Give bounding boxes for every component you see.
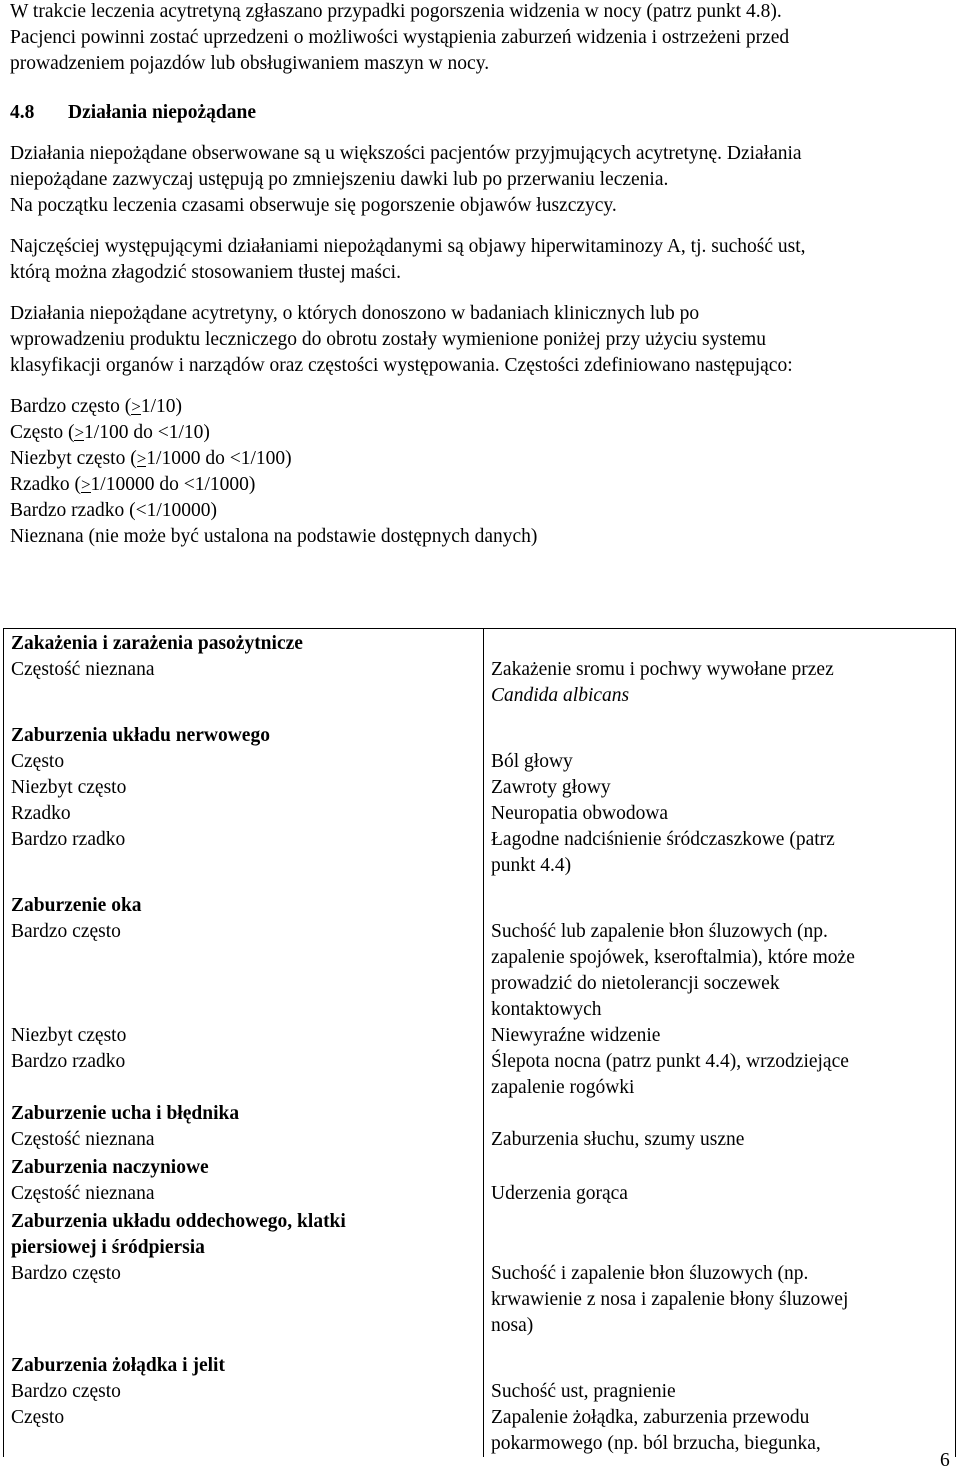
- effect-text: Suchość i zapalenie błon śluzowych (np.: [491, 1263, 809, 1284]
- table-cell-effects: [484, 1339, 956, 1457]
- system-organ-class: Zaburzenia układu oddechowego, klatki: [11, 1211, 346, 1232]
- effect-text: Candida albicans: [491, 685, 630, 706]
- text-line: którą można złagodzić stosowaniem tłustej maści.: [10, 262, 401, 283]
- greater-equal-symbol: >: [80, 475, 91, 494]
- table-row: [4, 879, 956, 1101]
- table-cell-effects: [484, 1153, 956, 1207]
- system-organ-class: piersiowej i śródpiersia: [11, 1237, 205, 1258]
- frequency-very-rare: Bardzo rzadko (<1/10000): [10, 500, 218, 521]
- table-cell-system: [4, 629, 484, 710]
- system-organ-class: Zakażenia i zarażenia pasożytnicze: [11, 633, 303, 654]
- frequency-label: Rzadko: [11, 803, 71, 824]
- effect-text: zapalenie spojówek, kseroftalmia), które może: [491, 947, 855, 968]
- frequency-label: Częstość nieznana: [11, 1183, 155, 1204]
- effect-text: Suchość lub zapalenie błon śluzowych (np.: [491, 921, 828, 942]
- frequency-label: Bardzo często: [11, 1263, 121, 1284]
- text-line: Na początku leczenia czasami obserwuje się pogorszenie objawów łuszczycy.: [10, 195, 617, 216]
- text-line: prowadzeniem pojazdów lub obsługiwaniem maszyn w nocy.: [10, 53, 490, 74]
- effect-text: Uderzenia gorąca: [491, 1183, 628, 1204]
- page-number: 6: [940, 1450, 950, 1471]
- frequency-uncommon: Niezbyt często (>1/1000 do <1/100): [10, 448, 292, 469]
- frequency-label: Często: [11, 1407, 65, 1428]
- text-line: klasyfikacji organów i narządów oraz częstości występowania. Częstości zdefiniowano następująco:: [10, 355, 793, 376]
- system-organ-class: Zaburzenie oka: [11, 895, 142, 916]
- table-cell-system: [4, 1153, 484, 1207]
- text-line: Pacjenci powinni zostać uprzedzeni o możliwości wystąpienia zaburzeń widzenia i ostrzeżeni przed: [10, 27, 790, 48]
- table-row: [4, 1101, 956, 1153]
- section-number: 4.8: [10, 102, 35, 123]
- spacer: [11, 945, 479, 1023]
- effect-text: Ból głowy: [491, 751, 573, 772]
- effect-text: punkt 4.4): [491, 855, 572, 876]
- text-line: wprowadzeniu produktu leczniczego do obrotu zostały wymienione poniżej przy użyciu systemu: [10, 329, 766, 350]
- table-cell-system: [4, 1207, 484, 1339]
- frequency-label: Częstość nieznana: [11, 659, 155, 680]
- table-row: [4, 1207, 956, 1339]
- frequency-rare: Rzadko (>1/10000 do <1/1000): [10, 474, 256, 495]
- effect-text: Zaburzenia słuchu, szumy uszne: [491, 1129, 745, 1150]
- table-cell-effects: [484, 629, 956, 710]
- frequency-label: Bardzo często: [11, 921, 121, 942]
- text-line: niepożądane zazwyczaj ustępują po zmniejszeniu dawki lub po przerwaniu leczenia.: [10, 169, 669, 190]
- table-row: [4, 1153, 956, 1207]
- paragraph-overview: [10, 141, 950, 219]
- frequency-label: Bardzo rzadko: [11, 1051, 126, 1072]
- effect-text: Łagodne nadciśnienie śródczaszkowe (patrz: [491, 829, 835, 850]
- frequency-label: Często: [11, 751, 65, 772]
- frequency-label: Bardzo często: [11, 1381, 121, 1402]
- greater-equal-symbol: >: [136, 449, 147, 468]
- effect-text: Suchość ust, pragnienie: [491, 1381, 676, 1402]
- table-row: [4, 709, 956, 879]
- effect-text: nosa): [491, 1315, 534, 1336]
- table-cell-effects: [484, 879, 956, 1101]
- section-heading: [10, 100, 950, 126]
- greater-equal-symbol: >: [131, 397, 141, 416]
- system-organ-class: Zaburzenia żołądka i jelit: [11, 1355, 225, 1376]
- document-page: [10, 0, 950, 550]
- effect-text: zapalenie rogówki: [491, 1077, 635, 1098]
- system-organ-class: Zaburzenia układu nerwowego: [11, 725, 270, 746]
- table-cell-system: [4, 1339, 484, 1457]
- table-cell-system: [4, 709, 484, 879]
- frequency-very-common: Bardzo często (>1/10): [10, 396, 183, 417]
- effect-text: pokarmowego (np. ból brzucha, biegunka,: [491, 1433, 821, 1454]
- frequency-definitions: [10, 394, 950, 550]
- table-cell-effects: [484, 709, 956, 879]
- effect-text: krwawienie z nosa i zapalenie błony śluzowej: [491, 1289, 849, 1310]
- table-row: [4, 1339, 956, 1457]
- effect-text: kontaktowych: [491, 999, 602, 1020]
- table-row: [4, 629, 956, 710]
- table-cell-effects: [484, 1207, 956, 1339]
- paragraph-common-effects: [10, 234, 950, 286]
- section-title: Działania niepożądane: [68, 102, 256, 123]
- table-cell-effects: [484, 1101, 956, 1153]
- table-cell-system: [4, 879, 484, 1101]
- text-line: W trakcie leczenia acytretyną zgłaszano przypadki pogorszenia widzenia w nocy (patrz punkt 4.8).: [10, 1, 782, 22]
- effect-text: Zawroty głowy: [491, 777, 611, 798]
- frequency-label: Bardzo rzadko: [11, 829, 126, 850]
- system-organ-class: Zaburzenia naczyniowe: [11, 1157, 209, 1178]
- system-organ-class: Zaburzenie ucha i błędnika: [11, 1103, 240, 1124]
- frequency-label: Niezbyt często: [11, 777, 127, 798]
- frequency-label: Niezbyt często: [11, 1025, 127, 1046]
- effect-text: Niewyraźne widzenie: [491, 1025, 661, 1046]
- effect-text: prowadzić do nietolerancji soczewek: [491, 973, 780, 994]
- table-cell-system: [4, 1101, 484, 1153]
- adverse-effects-table: [3, 628, 956, 1457]
- effect-text: Neuropatia obwodowa: [491, 803, 669, 824]
- paragraph-frequency-intro: [10, 301, 950, 379]
- text-line: Działania niepożądane obserwowane są u większości pacjentów przyjmujących acytretynę. Działania: [10, 143, 802, 164]
- frequency-unknown: Nieznana (nie może być ustalona na podstawie dostępnych danych): [10, 526, 538, 547]
- effect-text: Zapalenie żołądka, zaburzenia przewodu: [491, 1407, 810, 1428]
- greater-equal-symbol: >: [74, 423, 85, 442]
- frequency-label: Częstość nieznana: [11, 1129, 155, 1150]
- effect-text: Ślepota nocna (patrz punkt 4.4), wrzodziejące: [491, 1051, 849, 1072]
- effect-text: Zakażenie sromu i pochwy wywołane przez: [491, 659, 834, 680]
- text-line: Działania niepożądane acytretyny, o których donoszono w badaniach klinicznych lub po: [10, 303, 700, 324]
- text-line: Najczęściej występującymi działaniami niepożądanymi są objawy hiperwitaminozy A, tj. suchość ust,: [10, 236, 806, 257]
- frequency-common: Często (>1/100 do <1/10): [10, 422, 210, 443]
- intro-paragraph: [10, 0, 950, 77]
